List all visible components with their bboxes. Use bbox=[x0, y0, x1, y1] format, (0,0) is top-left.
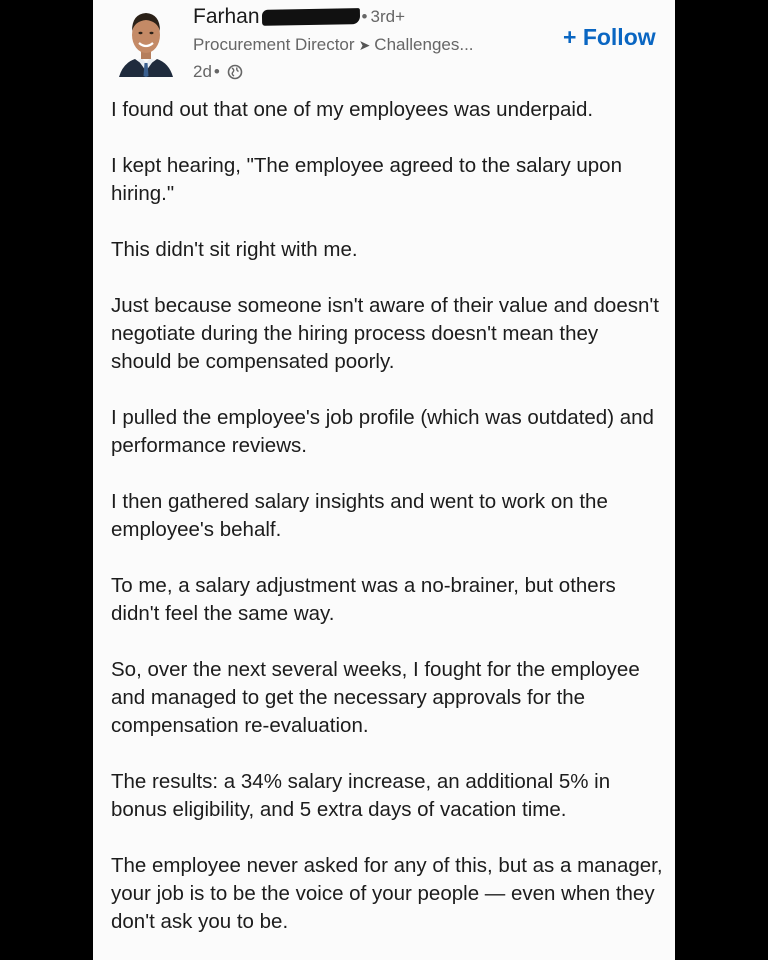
headline-title: Procurement Director bbox=[193, 35, 355, 54]
post-paragraph: I kept hearing, "The employee agreed to the salary upon hiring." bbox=[111, 154, 622, 205]
post-paragraph: Just because someone isn't aware of their value and doesn't negotiate during the hiring process doesn't mean they should be compensated poorly. bbox=[111, 294, 659, 373]
post-meta bbox=[193, 62, 243, 82]
post-paragraph: So, over the next several weeks, I fought for the employee and managed to get the necessary approvals for the compensation re-evaluation. bbox=[111, 658, 640, 737]
avatar[interactable] bbox=[117, 5, 175, 77]
follow-button[interactable]: + Follow bbox=[563, 24, 656, 50]
post-paragraph: I found out that one of my employees was underpaid. bbox=[111, 98, 594, 121]
post-paragraph: I pulled the employee's job profile (which was outdated) and performance reviews. bbox=[111, 406, 654, 457]
connection-degree: 3rd+ bbox=[370, 7, 405, 26]
headline-more: Challenges... bbox=[374, 35, 474, 54]
post-paragraph: This didn't sit right with me. bbox=[111, 238, 358, 261]
post-paragraph: I then gathered salary insights and went to work on the employee's behalf. bbox=[111, 490, 608, 541]
author-headline bbox=[193, 35, 474, 55]
post-time: 2d bbox=[193, 62, 212, 81]
post-paragraph: The results: a 34% salary increase, an additional 5% in bonus eligibility, and 5 extra days of vacation time. bbox=[111, 770, 611, 821]
separator-dot: • bbox=[361, 7, 368, 26]
profile-photo bbox=[117, 5, 175, 77]
chevron-right-icon: ➤ bbox=[358, 36, 371, 53]
post-card bbox=[93, 0, 675, 960]
post-body bbox=[111, 96, 663, 960]
post-paragraph: The employee never asked for any of this, but as a manager, your job is to be the voice of your people — even when they don't ask you to be. bbox=[111, 854, 663, 933]
post-paragraph: To me, a salary adjustment was a no-brainer, but others didn't feel the same way. bbox=[111, 574, 616, 625]
separator-dot: • bbox=[213, 62, 220, 81]
author-name-row bbox=[193, 4, 405, 30]
author-name[interactable]: Farhan bbox=[193, 5, 260, 28]
name-redaction bbox=[261, 8, 359, 26]
globe-icon bbox=[227, 64, 243, 80]
